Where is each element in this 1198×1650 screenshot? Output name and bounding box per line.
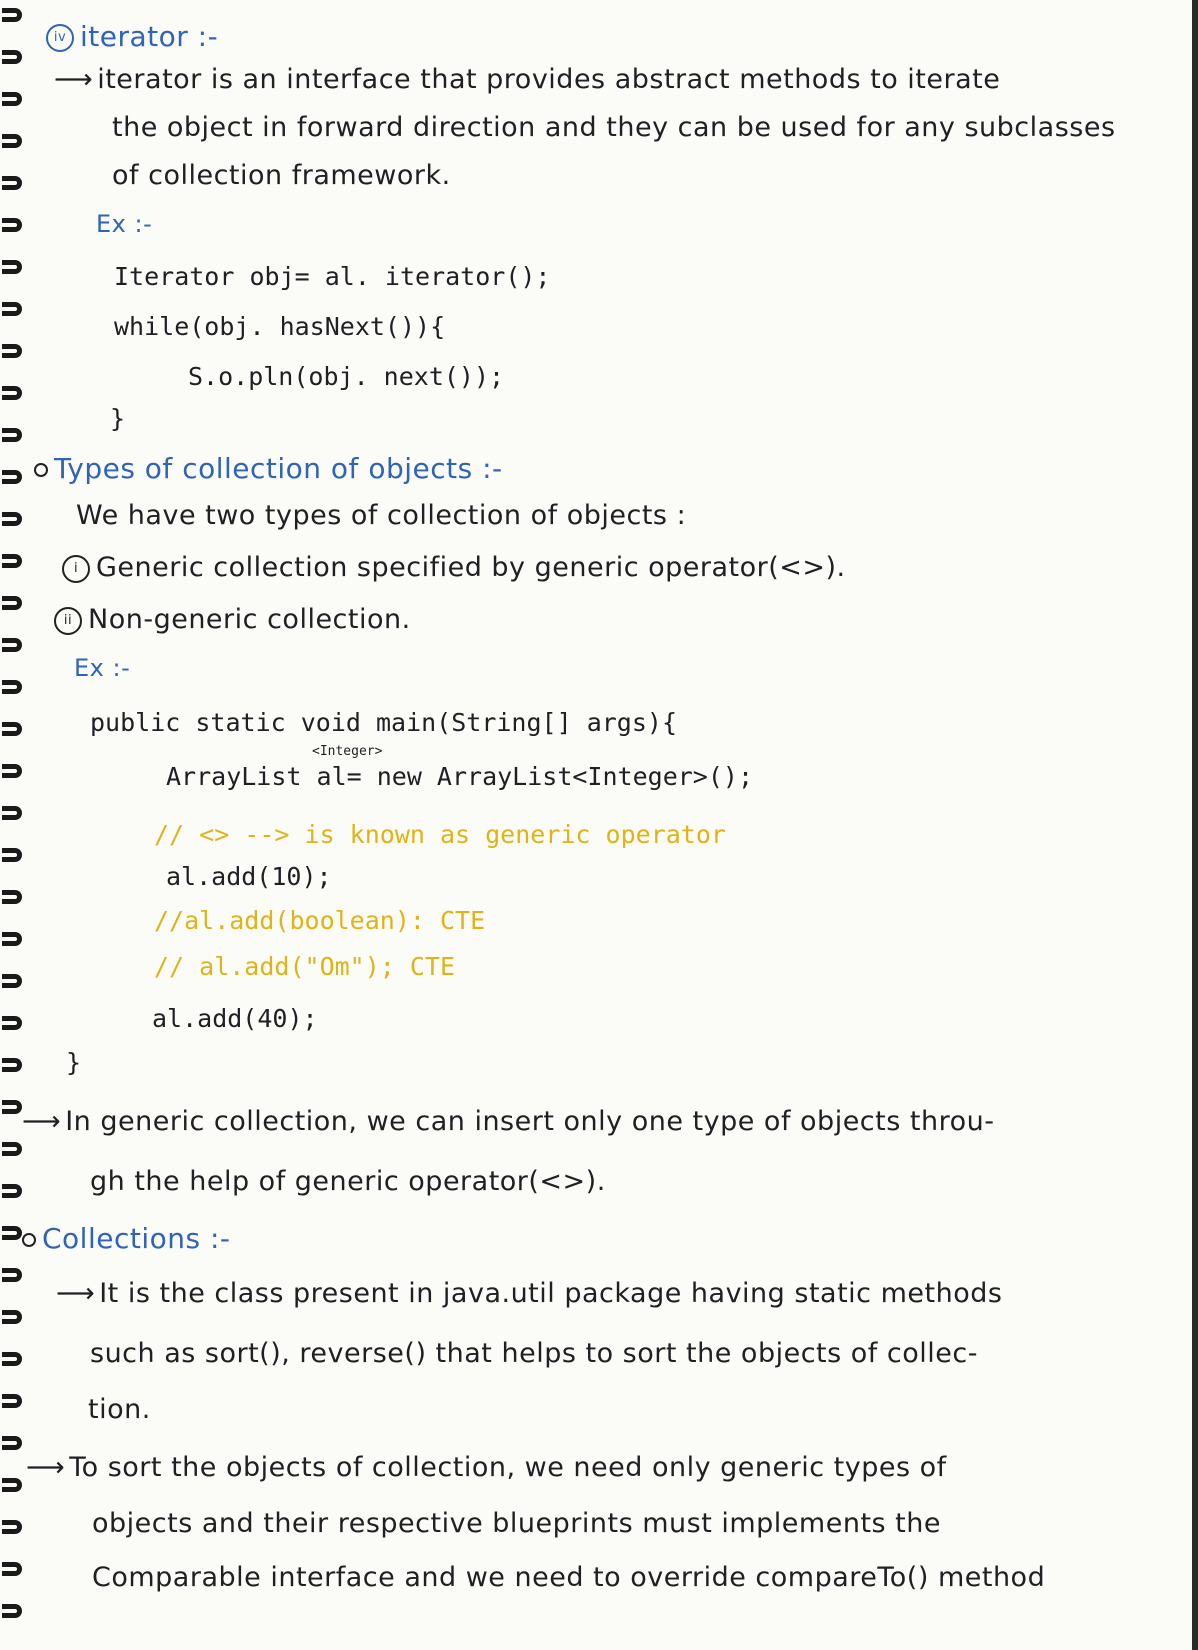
types-code-main: public static void main(String[] args){ [90,708,677,737]
binding-ring [2,512,22,526]
arrow-icon: ⟶ [22,1106,62,1137]
binding-ring [2,1100,22,1114]
collections-p2-text-1: To sort the objects of collection, we need only generic types of [69,1452,947,1483]
binding-ring [2,1016,22,1030]
types-code-comment-1: // <> --> is known as generic operator [154,820,726,849]
collections-p1-text-1: It is the class present in java.util package having static methods [99,1278,1003,1309]
binding-ring [2,1562,22,1576]
types-code-comment-2: //al.add(boolean): CTE [154,906,486,935]
types-note-line-2: gh the help of generic operator(<>). [90,1166,606,1197]
binding-ring [2,890,22,904]
types-item-2-text: Non-generic collection. [88,604,411,635]
iterator-example-label: Ex :- [96,210,153,238]
binding-ring [2,1184,22,1198]
iterator-code-line-4: } [110,404,126,433]
binding-ring [2,974,22,988]
iterator-code-line-3: S.o.pln(obj. next()); [188,362,505,391]
binding-ring [2,554,22,568]
binding-ring [2,1142,22,1156]
collections-p1-line-3: tion. [88,1394,151,1425]
types-example-label: Ex :- [74,654,131,682]
iterator-heading-text: iterator :- [80,20,219,53]
collections-heading [22,1222,231,1255]
iterator-code-line-2: while(obj. hasNext()){ [114,312,446,341]
binding-ring [2,218,22,232]
item-number-marker: i [62,555,90,583]
iterator-desc-line-1 [54,64,1000,95]
binding-ring [2,1058,22,1072]
binding-ring [2,1310,22,1324]
binding-ring [2,1520,22,1534]
binding-ring [2,8,22,22]
binding-ring [2,386,22,400]
iterator-desc-line-2: the object in forward direction and they can be used for any subclasses [112,112,1116,143]
binding-ring [2,134,22,148]
binding-ring [2,848,22,862]
types-item-1-text: Generic collection specified by generic operator(<>). [96,552,846,583]
binding-ring [2,176,22,190]
types-note-text-1: In generic collection, we can insert only one type of objects throu- [65,1106,995,1137]
binding-ring [2,1604,22,1618]
types-item-2 [54,604,411,635]
binding-ring [2,344,22,358]
bullet-icon [22,1233,36,1247]
binding-ring [2,806,22,820]
types-code-superscript: <Integer> [312,744,383,759]
binding-ring [2,1226,22,1240]
types-code-declaration: ArrayList al= new ArrayList<Integer>(); [166,762,753,791]
binding-ring [2,764,22,778]
item-number-marker: ii [54,607,82,635]
binding-ring [2,50,22,64]
binding-ring [2,302,22,316]
arrow-icon: ⟶ [26,1452,66,1483]
binding-ring [2,1436,22,1450]
binding-ring [2,1478,22,1492]
binding-ring [2,470,22,484]
types-code-add-1: al.add(10); [166,862,332,891]
binding-ring [2,1394,22,1408]
arrow-icon: ⟶ [54,64,94,95]
arrow-icon: ⟶ [56,1278,96,1309]
section-number-marker: iv [46,24,74,52]
types-item-1 [62,552,846,583]
types-intro: We have two types of collection of objects : [76,500,687,531]
types-code-add-2: al.add(40); [152,1004,318,1033]
types-heading-text: Types of collection of objects :- [54,452,503,485]
binding-ring [2,1268,22,1282]
collections-p1-line-1 [56,1278,1002,1309]
binding-ring [2,638,22,652]
binding-ring [2,680,22,694]
types-note-line-1 [22,1106,994,1137]
types-code-close: } [66,1048,82,1077]
spiral-binding [0,0,30,1650]
binding-ring [2,92,22,106]
iterator-code-line-1: Iterator obj= al. iterator(); [114,262,551,291]
binding-ring [2,932,22,946]
binding-ring [2,722,22,736]
binding-ring [2,428,22,442]
bullet-icon [34,463,48,477]
types-heading [34,452,503,485]
collections-heading-text: Collections :- [42,1222,231,1255]
collections-p1-line-2: such as sort(), reverse() that helps to sort the objects of collec- [90,1338,978,1369]
collections-p2-line-3: Comparable interface and we need to override compareTo() method [92,1562,1046,1593]
binding-ring [2,260,22,274]
binding-ring [2,1352,22,1366]
iterator-heading [46,20,218,53]
iterator-desc-text-1: iterator is an interface that provides abstract methods to iterate [97,64,1001,95]
collections-p2-line-1 [26,1452,947,1483]
types-code-comment-3: // al.add("Om"); CTE [154,952,456,981]
binding-ring [2,596,22,610]
iterator-desc-line-3: of collection framework. [112,160,451,191]
collections-p2-line-2: objects and their respective blueprints must implements the [92,1508,941,1539]
